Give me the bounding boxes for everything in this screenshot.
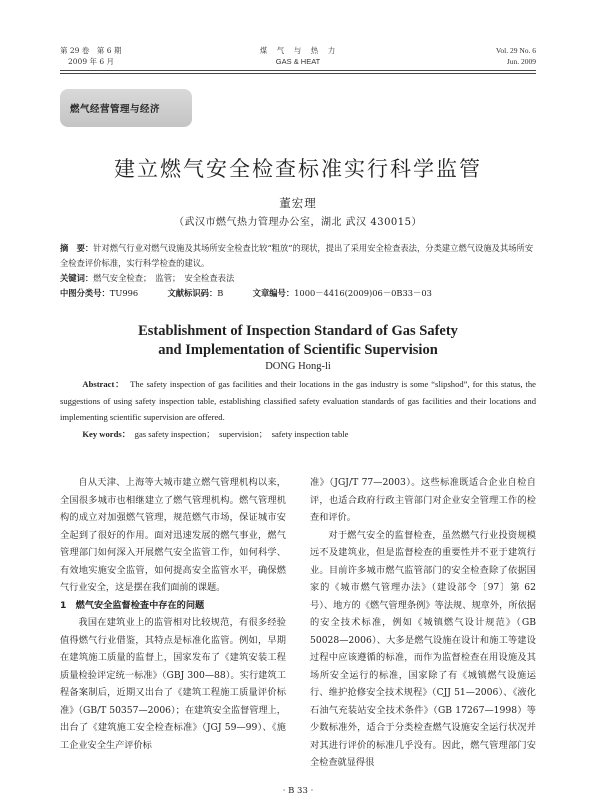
abstract-label-cn: 摘 要： <box>60 243 94 253</box>
author-cn: 董宏理 <box>279 196 317 210</box>
header-journal-cn: 煤 气 与 热 力 <box>259 46 337 55</box>
abstract-cn-block <box>60 241 536 301</box>
doc-code-label: 文献标识码： <box>167 288 218 298</box>
header-rule-bottom <box>60 73 536 74</box>
header-rule-top <box>60 70 536 71</box>
abstract-cn <box>60 241 536 271</box>
body-paragraph: 对于燃气安全的监督检查，虽然燃气行业投资规模远不及建筑业，但是监督检查的重要性并不亚于建筑行业。目前许多城市燃气监管部门的安全检查除了依据国家的《城市燃气管理办法》（建设部令〔97〕第 62 号）、地方的《燃气管理条例》等法规、规章外，所依据的安全技术标准，例如《城镇燃气设计规范》（GB 50028—2006）、大多是燃气设施在设计和施工等建设过程中应该遵循的标准，而作为监督检查在用设施及其场所安全运行的标准，国家除了有《城镇燃气设施运行、维护抢修安全技术规程》（CJJ 51—2006）、《液化石油气充装站安全技术条件》（GB 17267—1998）等少数标准外，适合于分类检查燃气设施安全运行状况并对其进行评价的标准几乎没有。因此，燃气管理部门安全检查就显得很 <box>310 529 536 768</box>
section-tag <box>60 89 192 127</box>
article-no-value: 1000－4416(2009)06－0B33－03 <box>294 288 432 298</box>
author-en: DONG Hong-li <box>265 361 331 372</box>
keywords-en <box>60 426 536 443</box>
abstract-text-cn: 针对燃气行业对燃气设施及其场所安全检查比较“粗放”的现状，提出了采用安全检查表法，分类建立燃气设施及其场所安全检查评价标准，实行科学检查的建议。 <box>60 243 534 268</box>
keywords-text-en: gas safety inspection； supervision； safety inspection table <box>134 428 349 439</box>
body-right-column <box>310 474 536 772</box>
keywords-text-cn: 燃气安全检查； 监管； 安全检查表法 <box>93 273 235 283</box>
body-paragraph: 自从天津、上海等大城市建立燃气管理机构以来，全国很多城市也相继建立了燃气管理机构。燃气管理机构的成立对加强燃气管理，规范燃气市场，保证城市安全起到了很好的作用。面对迅速发展的燃气事业，燃气管理部门如何深入开展燃气安全监管工作，如何科学、有效地实施安全监管，如何提高安全监管水平，确保燃气行业安全，这是摆在我们面前的课题。 <box>60 477 286 593</box>
abstract-text-en: The safety inspection of gas facilities and their locations in the gas industry is some “slipshod”, for this status, the suggestions of using safety inspection table, establishing classified safety evaluation standards of gas facilities and their locations and implementing scientific supervision are offered. <box>60 379 536 422</box>
header-volume-en: Vol. 29 No. 6 <box>495 46 536 55</box>
header-volume-cn: 第 29 卷 第 6 期 <box>60 46 122 55</box>
section-tag-label: 燃气经营管理与经济 <box>70 104 161 115</box>
affiliation-cn: （武汉市燃气热力管理办公室，湖北 武汉 430015） <box>173 217 423 228</box>
header-date-cn: 2009 年 6 月 <box>68 57 115 66</box>
title-en-line1: Establishment of Inspection Standard of Gas Safety <box>138 323 458 339</box>
classification-line <box>60 286 536 301</box>
page-number: · B 33 · <box>282 786 314 796</box>
article-no-label: 文章编号： <box>252 288 295 298</box>
header-journal-en: GAS & HEAT <box>275 57 321 66</box>
clc-label: 中图分类号： <box>60 288 110 298</box>
body-paragraph: 我国在建筑业上的监管相对比较规范，有很多经验值得燃气行业借鉴，其特点是标准化监管。例如，早期在建筑施工质量的监督上，国家发布了《建筑安装工程质量检验评定统一标准》（GBJ 300—88）。实行建筑工程备案制后，近期又出台了《建筑工程施工质量评价标准》（GB/T 50357—2006）；在建筑安全监督管理上，出台了《建筑施工安全检查标准》（JGJ 59—99）、《施工企业安全生产评价标 <box>60 617 286 751</box>
clc-value: TU996 <box>109 288 139 298</box>
keywords-label-cn: 关键词： <box>60 273 94 283</box>
header-date-en: Jun. 2009 <box>506 57 536 66</box>
section-heading: 1 燃气安全监督检查中存在的问题 <box>60 599 205 611</box>
doc-code-value: B <box>217 288 224 298</box>
abstract-en-block <box>60 376 536 442</box>
body-left-column <box>60 474 286 754</box>
article-title-en <box>0 322 596 360</box>
abstract-label-en: Abstract： <box>82 379 125 389</box>
article-title-cn: 建立燃气安全检查标准实行科学监管 <box>114 157 482 181</box>
body-paragraph: 准》（JGJ/T 77—2003）。这些标准既适合企业自检自评，也适合政府行政主管部门对企业安全管理工作的检查和评价。 <box>310 477 536 523</box>
keywords-cn <box>60 271 536 286</box>
abstract-en <box>60 376 536 426</box>
keywords-label-en: Key words： <box>82 428 131 439</box>
title-en-line2: and Implementation of Scientific Supervision <box>158 342 438 358</box>
